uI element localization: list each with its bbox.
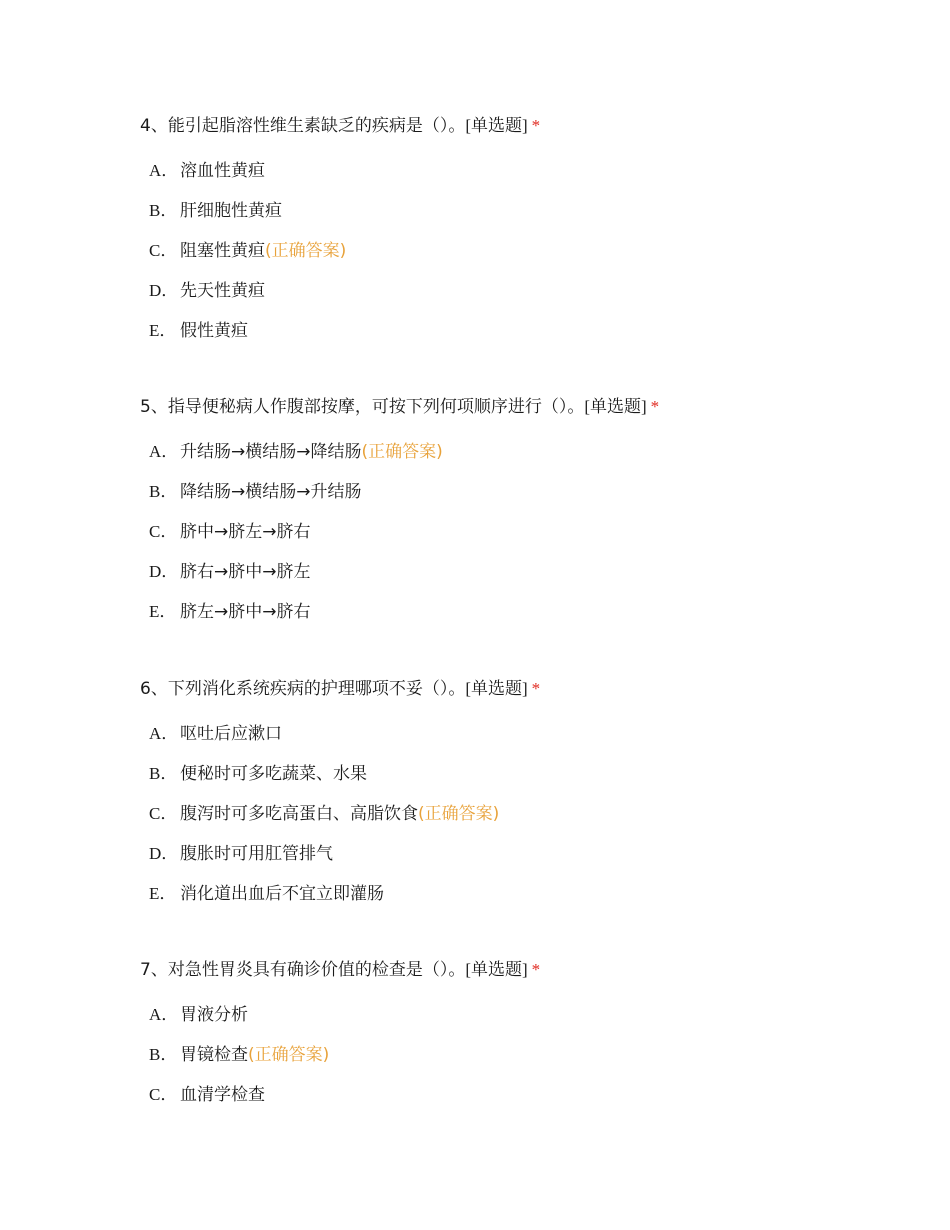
option-letter: E． [149,602,177,621]
question-type: [单选题] [465,116,528,135]
option-text: 先天性黄疸 [180,281,265,301]
option-text: 胃液分析 [180,1005,248,1025]
correct-answer-mark: (正确答案) [265,241,347,261]
option-text: 呕吐后应漱口 [180,724,282,744]
option-letter: B． [149,482,178,501]
option-letter: D． [149,562,179,581]
option-letter: B． [149,764,178,783]
option-d[interactable] [149,561,900,601]
option-text: 溶血性黄疸 [180,161,265,181]
option-b[interactable] [149,481,900,521]
option-text: 脐右→脐中→脐左 [180,562,311,582]
option-text: 脐左→脐中→脐右 [180,602,311,622]
question-7 [140,959,900,1124]
correct-answer-mark: (正确答案) [418,804,500,824]
required-marker: * [531,116,541,135]
option-text: 腹泻时可多吃高蛋白、高脂饮食 [180,804,418,824]
required-marker: * [531,679,541,698]
option-letter: A． [149,1005,179,1024]
option-text: 腹胀时可用肛管排气 [180,844,333,864]
option-list [140,160,900,360]
option-letter: A． [149,442,179,461]
option-c[interactable] [149,1084,900,1124]
correct-answer-mark: (正确答案) [361,442,443,462]
option-text: 阻塞性黄疸 [180,241,265,261]
question-type: [单选题] [465,960,528,979]
option-text: 肝细胞性黄疸 [180,201,282,221]
option-text: 消化道出血后不宜立即灌肠 [180,884,384,904]
option-a[interactable] [149,441,900,481]
option-list [140,1004,900,1124]
option-text: 升结肠→横结肠→降结肠 [180,442,362,462]
option-text: 降结肠→横结肠→升结肠 [180,482,362,502]
question-text: 4、能引起脂溶性维生素缺乏的疾病是（）。 [140,116,466,136]
option-b[interactable] [149,763,900,803]
question-title [140,396,900,418]
option-b[interactable] [149,200,900,240]
option-letter: B． [149,1045,178,1064]
option-a[interactable] [149,723,900,763]
option-letter: D． [149,844,179,863]
question-text: 5、指导便秘病人作腹部按摩，可按下列何项顺序进行（）。 [140,397,585,417]
option-letter: E． [149,321,177,340]
question-title [140,959,900,981]
option-letter: C． [149,241,178,260]
option-text: 假性黄疸 [180,321,248,341]
option-text: 便秘时可多吃蔬菜、水果 [180,764,367,784]
question-5 [140,396,900,641]
option-d[interactable] [149,280,900,320]
option-letter: E． [149,884,177,903]
option-c[interactable] [149,240,900,280]
option-e[interactable] [149,320,900,360]
option-text: 血清学检查 [180,1085,265,1105]
option-list [140,441,900,641]
option-b[interactable] [149,1044,900,1084]
option-a[interactable] [149,160,900,200]
question-text: 7、对急性胃炎具有确诊价值的检查是（）。 [140,960,466,980]
question-4 [140,115,900,360]
correct-answer-mark: (正确答案) [248,1045,330,1065]
option-letter: C． [149,804,178,823]
question-type: [单选题] [584,397,647,416]
option-list [140,723,900,923]
question-title [140,115,900,137]
question-6 [140,678,900,923]
option-e[interactable] [149,601,900,641]
question-type: [单选题] [465,679,528,698]
required-marker: * [531,960,541,979]
option-text: 脐中→脐左→脐右 [180,522,311,542]
option-d[interactable] [149,843,900,883]
option-e[interactable] [149,883,900,923]
option-text: 胃镜检查 [180,1045,248,1065]
option-letter: B． [149,201,178,220]
question-text: 6、下列消化系统疾病的护理哪项不妥（）。 [140,679,466,699]
option-c[interactable] [149,803,900,843]
option-letter: C． [149,1085,178,1104]
required-marker: * [650,397,660,416]
option-letter: C． [149,522,178,541]
option-letter: D． [149,281,179,300]
option-a[interactable] [149,1004,900,1044]
option-letter: A． [149,724,179,743]
question-title [140,678,900,700]
option-c[interactable] [149,521,900,561]
option-letter: A． [149,161,179,180]
